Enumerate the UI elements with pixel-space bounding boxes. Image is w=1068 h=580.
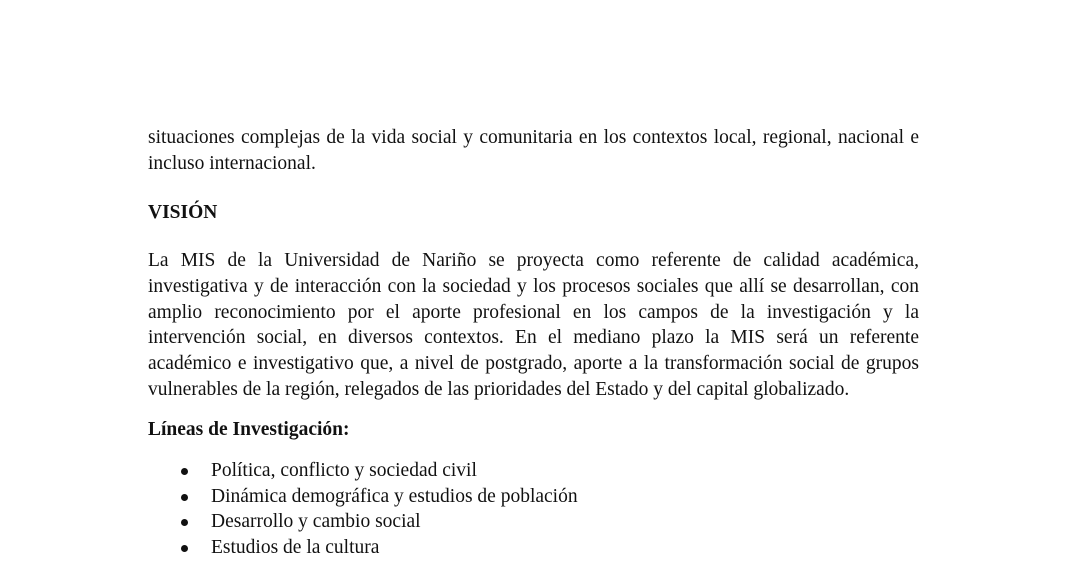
bullet-icon — [181, 468, 188, 475]
list-item-label: Estudios de la cultura — [211, 537, 380, 559]
intro-paragraph: situaciones complejas de la vida social y comunitaria en los contextos local, regional, nacional e incluso internacional. — [148, 127, 919, 174]
list-item-label: Dinámica demográfica y estudios de población — [211, 485, 578, 507]
list-item — [148, 509, 919, 535]
research-lines-list — [148, 458, 919, 561]
vision-paragraph: La MIS de la Universidad de Nariño se proyecta como referente de calidad académica, investigativa y de interacción con la sociedad y los procesos sociales que allí se desarrollan, con amplio reconocimiento por el aporte profesional en los campos de la investigación y la intervención social, en diversos contextos. En el mediano plazo la MIS será un referente académico e investigativo que, a nivel de postgrado, aporte a la transformación social de grupos vulnerables de la región, relegados de las prioridades del Estado y del capital globalizado. — [148, 250, 919, 400]
bullet-icon — [181, 545, 188, 552]
bullet-icon — [181, 519, 188, 526]
research-lines-heading: Líneas de Investigación: — [148, 419, 350, 441]
list-item — [148, 458, 919, 484]
list-item-label: Política, conflicto y sociedad civil — [211, 460, 477, 482]
list-item-label: Desarrollo y cambio social — [211, 511, 421, 533]
document-page — [148, 125, 919, 561]
list-item — [148, 535, 919, 561]
vision-heading: VISIÓN — [148, 202, 218, 224]
bullet-icon — [181, 494, 188, 501]
list-item — [148, 484, 919, 510]
